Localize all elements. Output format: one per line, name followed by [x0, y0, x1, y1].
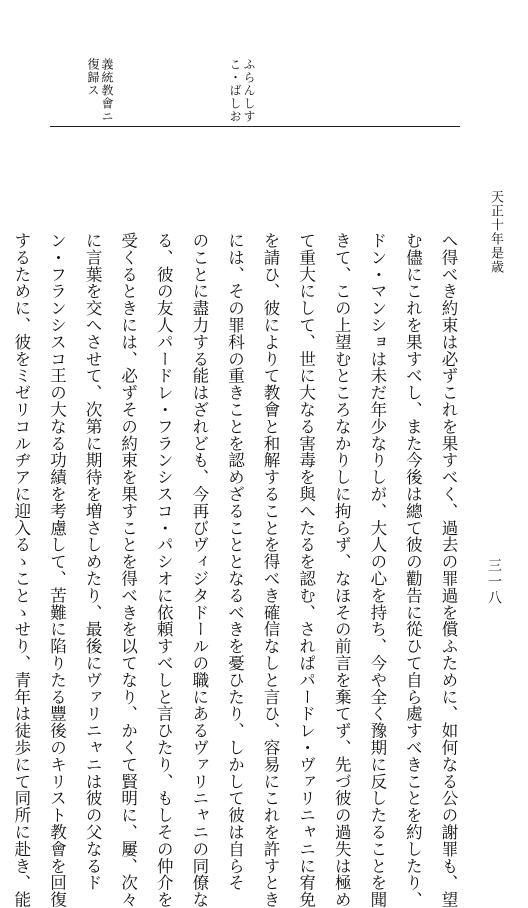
margin-note-yoshimune [86, 58, 114, 123]
text-column: ン・フランシスコ王の大なる功績を考慮して、苦難に陷りたる豐後のキリスト教會を回復 [47, 232, 67, 908]
text-column: る、彼の友人パードレ・フランシスコ・パシオに依頼すべしと言ひたり、もしその仲介を [154, 232, 174, 908]
running-head: 天正十年是歳 [488, 190, 503, 274]
text-column: む儘にこれを果すべし、また今後は總て彼の勸告に從ひて自ら處すべきことを約したり、 [403, 232, 423, 908]
text-column: きて、この上望むところなかりしに拘らず、なほその前言を棄てず、先づ彼の過失は極め [332, 232, 352, 908]
text-column: ドン・マンショは未だ年少なりしが、大人の心を持ち、今や全く豫期に反したることを聞 [367, 232, 387, 908]
body-text [11, 232, 466, 908]
text-column: て重大にして、世に大なる害毒を與へたるを認む、されぱパードレ・ヴァリニャニに宥免 [296, 232, 316, 908]
header-divider [50, 126, 460, 127]
text-column: するために、彼をミゼリコルヂアに迎入るゝことゝせり、青年は徒歩にて同所に赴き、能 [11, 232, 31, 908]
text-column: のことに盡力する能はざれども、今再びヴィジタドールの職にあるヴァリニャニの同僚な [189, 232, 209, 908]
text-column [0, 232, 3, 784]
page-number: 三一八 [486, 558, 502, 606]
text-column: へ得べき約束は必ずこれを果すべく、過去の罪過を償ふために、如何なる公の謝罪も、望 [439, 232, 458, 908]
text-column: 受くるときには、必ずその約束を果すことを得べきを以てなり、かくて賢明に、屢、次々 [118, 232, 138, 908]
text-column: には、その罪科の重きことを認めざることとなるべきを憂ひたり、しかして彼は自らそ [225, 232, 245, 892]
margin-note-text: 義統教會ニ 復歸ス [86, 58, 114, 123]
text-column: に言葉を交へさせて、次第に期待を増さしめたり、最後にヴァリニャニは彼の父なるド [83, 232, 103, 892]
text-column: を請ひ、彼によりて教會と和解することを得べき確信なしと言ひ、容易にこれを許すとき [261, 232, 281, 908]
margin-note-pasio [228, 58, 256, 123]
margin-note-text: ふらんしす こ・ばしお [228, 58, 256, 123]
